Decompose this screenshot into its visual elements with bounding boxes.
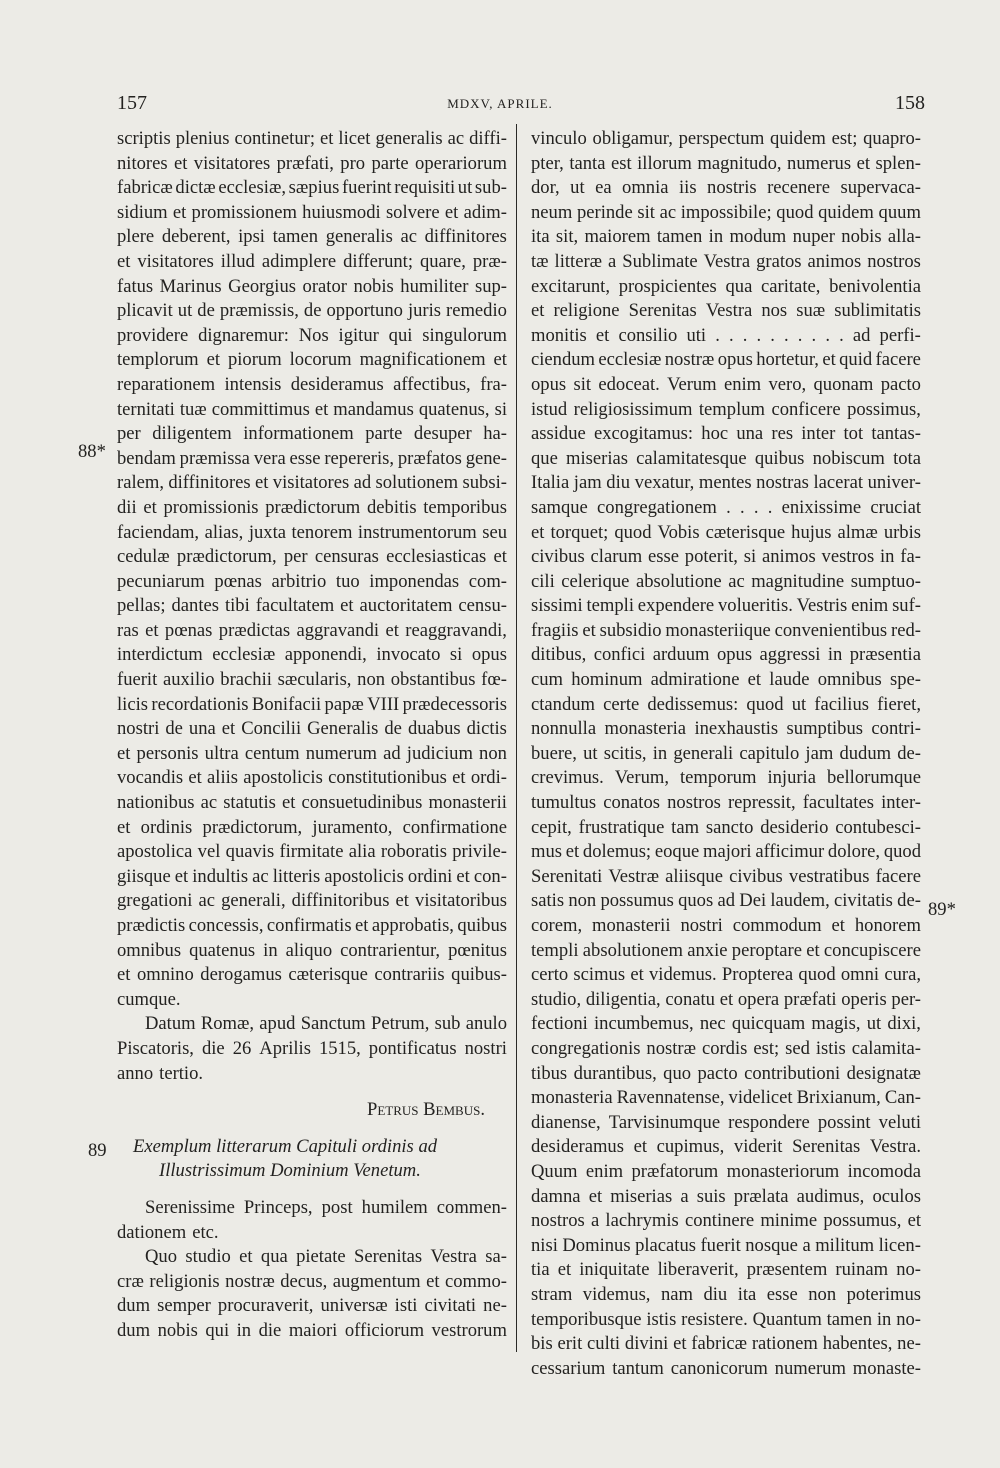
text-line: nationibus ac statutis et consuetudinibus monasterii — [117, 792, 507, 814]
text-line: dii et promissionis prædictorum debitis temporibus — [117, 496, 507, 518]
text-line — [117, 1086, 507, 1098]
text-line: mus et dolemus; eoque majori afficimur dolore, quod — [531, 841, 921, 863]
text-line: vocandis et aliis apostolicis constitutionibus et ordi- — [117, 767, 507, 789]
text-line: et ordinis prædictorum, juramento, confirmatione — [117, 816, 507, 838]
text-line: nisi Dominus placatus fuerit nosque a militum licen- — [531, 1234, 921, 1256]
text-line: cumque. — [117, 988, 181, 1010]
text-line: cum hominum admiratione et laude omnibus spe- — [531, 669, 921, 691]
text-line: congregationis nostræ cordis est; sed istis calamita- — [531, 1037, 921, 1059]
text-line: Quum enim præfatorum monasteriorum incomoda — [531, 1160, 921, 1182]
text-line: certo scimus et videmus. Propterea quod omni cura, — [531, 964, 921, 986]
text-line: et omnino derogamus cæterisque contrariis quibus- — [117, 964, 507, 986]
text-line: pecuniarum pœnas arbitrio tuo imponendas com- — [117, 570, 507, 592]
text-line: pellas; dantes tibi facultatem et auctoritatem censu- — [117, 595, 507, 617]
text-line: sissimi templi expendere volueritis. Vestris enim suf- — [531, 595, 921, 617]
text-line: studio, diligentia, conatu et opera præfati operis per- — [531, 988, 921, 1010]
text-line: temporibusque istis resistere. Quantum tamen in no- — [531, 1308, 921, 1330]
text-line: tibus durantibus, quo pacto contributioni designatæ — [531, 1062, 921, 1084]
text-line: pter, tanta est illorum magnitudo, numerus et splen- — [531, 152, 921, 174]
text-line: tumultus conatos nostros repressit, facultates inter- — [531, 792, 921, 814]
text-line: samque congregationem . . . . enixissime cruciat — [531, 496, 921, 518]
text-line: et torquet; quod Vobis cæterisque hujus almæ urbis — [531, 521, 921, 543]
margin-note-89-left: 89 — [88, 1140, 107, 1161]
text-line: faciendam, alias, juxta tenorem instrumentorum seu — [117, 521, 507, 543]
text-line: ctandum certe dedissemus: quod ut facilius fieret, — [531, 693, 921, 715]
text-line: bendam præmissa vera esse repereris, præfatos gene- — [117, 447, 507, 469]
text-line: plere deberent, ipsi tamen generalis ac diffinitores — [117, 226, 507, 248]
text-line: et visitatores illud adimplere differunt; quare, præ- — [117, 250, 507, 272]
text-line: Petrus Bembus. — [367, 1099, 485, 1121]
text-line — [117, 1123, 507, 1135]
text-line: anno tertio. — [117, 1062, 204, 1084]
text-line: istud religiosissimum templum conficere possimus, — [531, 398, 921, 420]
text-line: dum semper procuraverit, universæ isti civitati ne- — [117, 1295, 507, 1317]
text-line: gregationi ac generali, diffinitoribus et visitatoribus — [117, 890, 507, 912]
text-line: interdictum ecclesiæ apponendi, invocato si opus — [117, 644, 507, 666]
text-line: plicavit ut de præmissis, de opportuno juris remedio — [117, 300, 507, 322]
text-line: apostolica vel quavis firmitate alia roboratis privile- — [117, 841, 507, 863]
text-line: Serenitati Vestræ aliisque civibus vestratibus facere — [531, 865, 921, 887]
left-column — [117, 127, 507, 1344]
text-line: desideramus et cupimus, viderit Serenitas Vestra. — [531, 1136, 921, 1158]
text-line: tia et iniquitate liberaverit, præsentem ruinam no- — [531, 1259, 921, 1281]
text-line: dor, ut ea omnia iis nostris recenere supervaca- — [531, 177, 921, 199]
text-line: fabricæ dictæ ecclesiæ, sæpius fuerint requisiti ut sub- — [117, 177, 507, 199]
margin-note-88: 88* — [78, 441, 106, 462]
text-line: opus sit edoceat. Verum enim vero, quonam pacto — [531, 373, 921, 395]
text-line: scriptis plenius continetur; et licet generalis ac diffi- — [117, 128, 507, 149]
text-line: tæ litteræ a Sublimate Vestra gratos animos nostros — [531, 250, 921, 272]
text-line: cessarium tantum canonicorum numerum monaste- — [531, 1357, 921, 1379]
text-line: bis erit culti divini et fabricæ rationem habentes, ne- — [531, 1333, 921, 1355]
text-line: et personis ultra centum numerum ad judicium non — [117, 742, 507, 764]
text-line: crevimus. Verum, temporum injuria bellorumque — [531, 767, 921, 789]
text-line: licis recordationis Bonifacii papæ VIII prædecessoris — [117, 693, 507, 715]
text-line: excitarunt, prospicientes qua caritate, benivolentia — [531, 275, 921, 297]
text-line: Serenissime Princeps, post humilem commen- — [145, 1196, 507, 1218]
text-line: dum nobis qui in die maiori officiorum vestrorum — [117, 1319, 507, 1341]
text-line: ciendum ecclesiæ nostræ opus hortetur, et quid facere — [531, 349, 921, 371]
text-line: et religione Serenitas Vestra nos suæ sublimitatis — [531, 300, 921, 322]
text-line: cepit, frustratique tam sancto desiderio contubesci- — [531, 816, 921, 838]
text-line: Datum Romæ, apud Sanctum Petrum, sub anulo — [145, 1013, 507, 1035]
text-line: buere, ut scitis, in generali capitulo jam dudum de- — [531, 742, 921, 764]
text-line: templorum et piorum locorum magnificationem et — [117, 349, 507, 371]
text-line: Italia jam diu vexatur, mentes nostras lacerat univer- — [531, 472, 921, 494]
text-line: ita sit, maiorem tamen in modum nuper nobis alla- — [531, 226, 921, 248]
text-line: neum perinde sit ac impossibile; quod quidem quum — [531, 201, 921, 223]
text-line: dationem etc. — [117, 1221, 219, 1243]
text-line: monasteria Ravennatense, videlicet Brixianum, Can- — [531, 1087, 921, 1109]
text-line: civibus clarum esse poterit, si animos vestros in fa- — [531, 546, 921, 568]
text-line: ras et pœnas prædictas aggravandi et reaggravandi, — [117, 619, 507, 641]
text-line: dianense, Tarvisinumque respondere possint veluti — [531, 1111, 921, 1133]
text-line: Quo studio et qua pietate Serenitas Vestra sa- — [145, 1246, 507, 1268]
text-line: nostri de una et Concilii Generalis de duabus dictis — [117, 718, 507, 740]
text-line: ditibus, confici arduum opus aggressi in præsentia — [531, 644, 921, 666]
text-line: per diligentem informationem parte desuper ha- — [117, 423, 507, 445]
text-line: Exemplum litterarum Capituli ordinis ad — [133, 1135, 438, 1157]
text-line: omnibus quatenus in aliquo contrarientur, pœnitus — [117, 939, 507, 961]
text-line: nitores et visitatores præfati, pro parte operariorum — [117, 152, 507, 174]
text-line: assidue excogitamus: hoc una res inter tot tantas- — [531, 423, 921, 445]
text-line — [117, 1184, 507, 1196]
right-column — [531, 127, 921, 1381]
text-line: cræ religionis nostræ decus, augmentum et commo- — [117, 1270, 507, 1292]
text-line: nonnulla monasteria inexhaustis sumptibus contri- — [531, 718, 921, 740]
text-line: fragiis et subsidio monasteriique convenientibus red- — [531, 619, 921, 641]
text-line: monitis et consilio uti . . . . . . . . . . ad perfi- — [531, 324, 921, 346]
text-line: sidium et promissionem huiusmodi solvere et adim- — [117, 201, 507, 223]
text-line: corem, monasterii nostri commodum et honorem — [531, 915, 921, 936]
running-head: MDXV, APRILE. — [447, 96, 553, 111]
text-line: stram videmus, nam diu ita esse non poterimus — [531, 1283, 921, 1305]
text-line: giisque et indultis ac litteris apostolicis ordini et con- — [117, 865, 507, 887]
text-line: cili celerique absolutione ac magnitudine sumptuo- — [531, 570, 921, 592]
text-line: fuerit auxilio brachii sæcularis, non obstantibus fœ- — [117, 669, 507, 691]
text-line: ternitati tuæ committimus et mandamus quatenus, si — [117, 398, 507, 420]
text-line: providere dignaremur: Nos igitur qui singulorum — [117, 324, 507, 346]
text-line: fatus Marinus Georgius orator nobis humiliter sup- — [117, 275, 507, 297]
text-line: ralem, diffinitores et visitatores ad solutionem subsi- — [117, 472, 507, 494]
text-line: vinculo obligamur, perspectum quidem est; quapro- — [531, 128, 921, 149]
text-line: nostros a lachrymis continere minime possumus, et — [531, 1210, 921, 1232]
text-line: prædictis concessis, confirmatis et approbatis, quibus — [117, 915, 507, 936]
text-line: que miserias calamitatesque quibus nobiscum tota — [531, 447, 921, 469]
text-line: cedulæ prædictorum, per censuras ecclesiasticas et — [117, 546, 507, 568]
text-line: satis non possumus quos ad Dei laudem, civitatis de- — [531, 890, 921, 912]
page-number-left: 157 — [117, 92, 147, 114]
text-line: damna et miserias a suis prælata audimus, oculos — [531, 1185, 921, 1207]
margin-note-89-right: 89* — [928, 899, 956, 920]
page-number-right: 158 — [895, 92, 925, 114]
text-line: templi absolutionem anxie peroptare et concupiscere — [531, 939, 921, 961]
text-line: Piscatoris, die 26 Aprilis 1515, pontificatus nostri — [117, 1037, 507, 1059]
column-divider — [516, 124, 517, 1352]
text-line: Illustrissimum Dominium Venetum. — [159, 1160, 421, 1182]
text-line: reparationem intensis desideramus affectibus, fra- — [117, 373, 507, 395]
text-line: fectioni incumbemus, nec quicquam magis, ut dixi, — [531, 1013, 921, 1035]
